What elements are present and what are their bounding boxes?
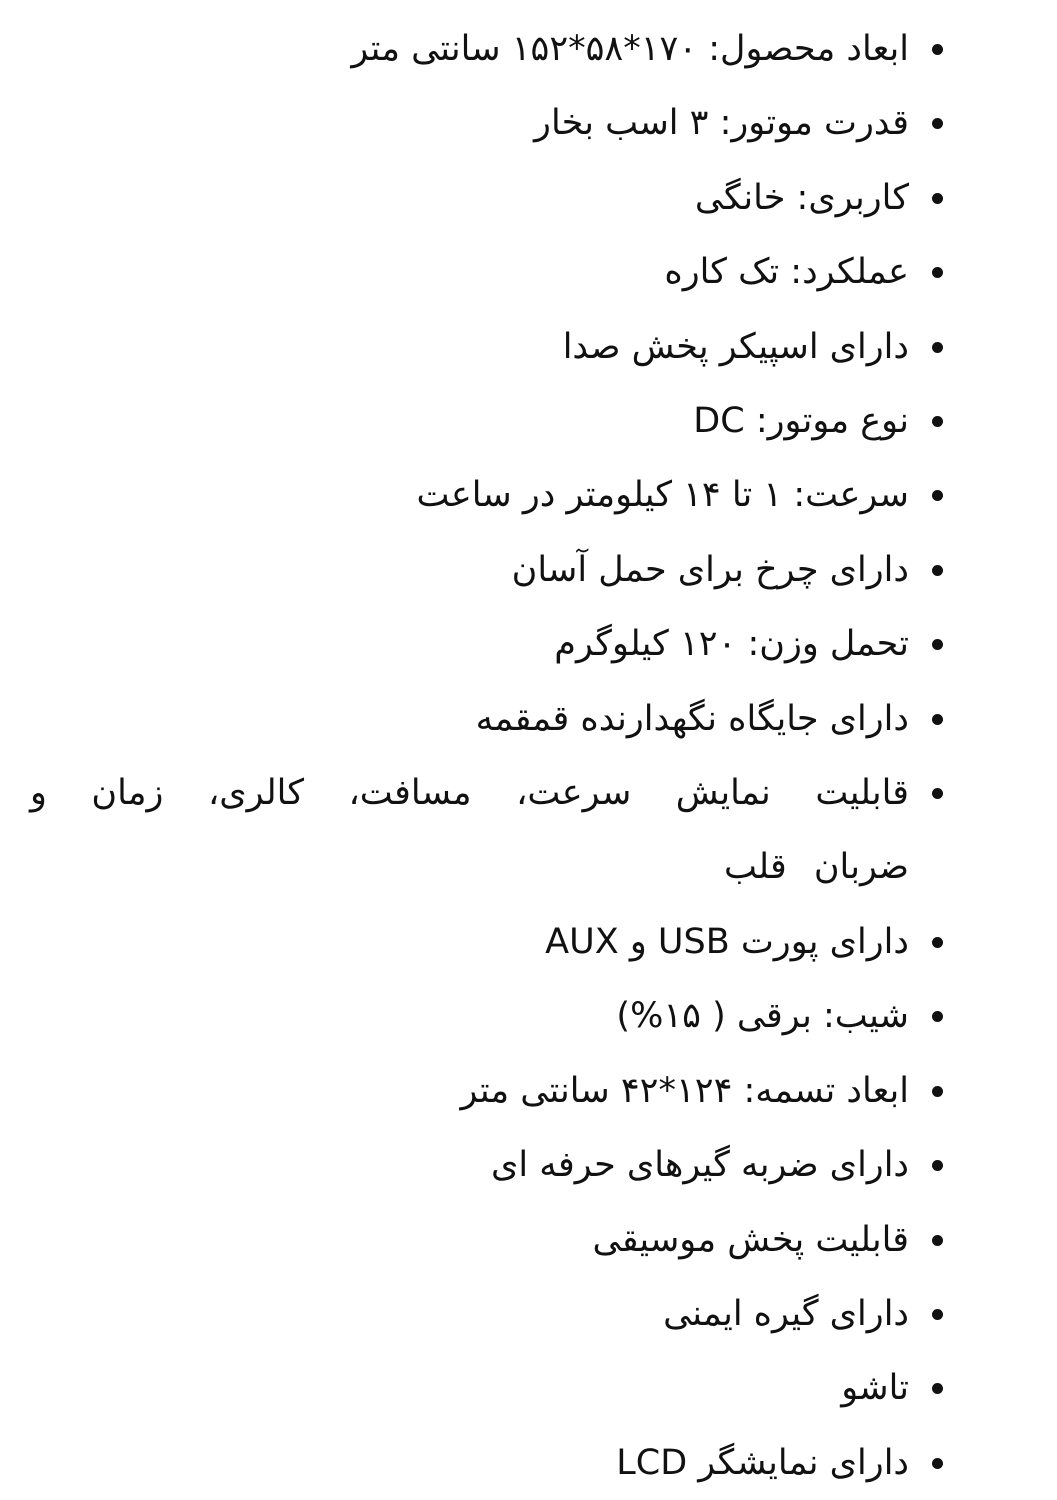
spec-text: دارای گیره ایمنی: [663, 1293, 909, 1334]
spec-text: دارای جایگاه نگهدارنده قمقمه: [475, 698, 909, 739]
spec-text: شیب: برقی ( ۱۵%): [616, 996, 909, 1037]
spec-text: دارای اسپیکر پخش صدا: [562, 326, 909, 367]
bullet-icon: [932, 1160, 943, 1171]
spec-text: کاربری: خانگی: [694, 177, 909, 218]
list-item: [0, 1426, 1057, 1500]
spec-text: نوع موتور: DC: [693, 401, 909, 442]
bullet-icon: [932, 937, 943, 948]
bullet-icon: [932, 267, 943, 278]
list-item: [0, 1277, 1057, 1351]
spec-text: قابلیت نمایش سرعت، مسافت، کالری، زمان و ضربان قلب: [30, 773, 909, 888]
bullet-icon: [932, 1086, 943, 1097]
spec-text: سرعت: ۱ تا ۱۴ کیلومتر در ساعت: [416, 475, 909, 516]
bullet-icon: [932, 714, 943, 725]
list-item: [0, 1203, 1057, 1277]
list-item: [0, 161, 1057, 235]
bullet-icon: [932, 1235, 943, 1246]
spec-text: قدرت موتور: ۳ اسب بخار: [534, 103, 909, 144]
spec-text: تاشو: [841, 1368, 909, 1409]
list-item: [0, 86, 1057, 160]
list-item: [0, 979, 1057, 1053]
spec-text: تحمل وزن: ۱۲۰ کیلوگرم: [554, 624, 909, 665]
list-item: [0, 756, 1057, 905]
list-item: [0, 682, 1057, 756]
spec-text: دارای پورت USB و AUX: [545, 921, 909, 962]
list-item: [0, 310, 1057, 384]
bullet-icon: [932, 1458, 943, 1469]
bullet-icon: [932, 565, 943, 576]
list-item: [0, 235, 1057, 309]
list-item: [0, 905, 1057, 979]
bullet-icon: [932, 1011, 943, 1022]
spec-list: [0, 12, 1057, 1500]
bullet-icon: [932, 490, 943, 501]
bullet-icon: [932, 639, 943, 650]
bullet-icon: [932, 342, 943, 353]
list-item: [0, 12, 1057, 86]
bullet-icon: [932, 193, 943, 204]
list-item: [0, 1054, 1057, 1128]
spec-text: قابلیت پخش موسیقی: [592, 1219, 909, 1260]
bullet-icon: [932, 1383, 943, 1394]
bullet-icon: [932, 44, 943, 55]
list-item: [0, 533, 1057, 607]
list-item: [0, 384, 1057, 458]
bullet-icon: [932, 1309, 943, 1320]
spec-text: دارای نمایشگر LCD: [616, 1442, 909, 1483]
list-item: [0, 458, 1057, 532]
list-item: [0, 1128, 1057, 1202]
spec-text: ابعاد تسمه: ۱۲۴*۴۲ سانتی متر: [460, 1070, 909, 1111]
bullet-icon: [932, 118, 943, 129]
list-item: [0, 607, 1057, 681]
spec-text: دارای چرخ برای حمل آسان: [511, 549, 909, 590]
spec-text: دارای ضربه گیرهای حرفه ای: [491, 1145, 909, 1186]
bullet-icon: [932, 788, 943, 799]
list-item: [0, 1351, 1057, 1425]
bullet-icon: [932, 416, 943, 427]
spec-text: عملکرد: تک کاره: [664, 252, 909, 293]
spec-text: ابعاد محصول: ۱۷۰*۵۸*۱۵۲ سانتی متر: [351, 29, 909, 69]
